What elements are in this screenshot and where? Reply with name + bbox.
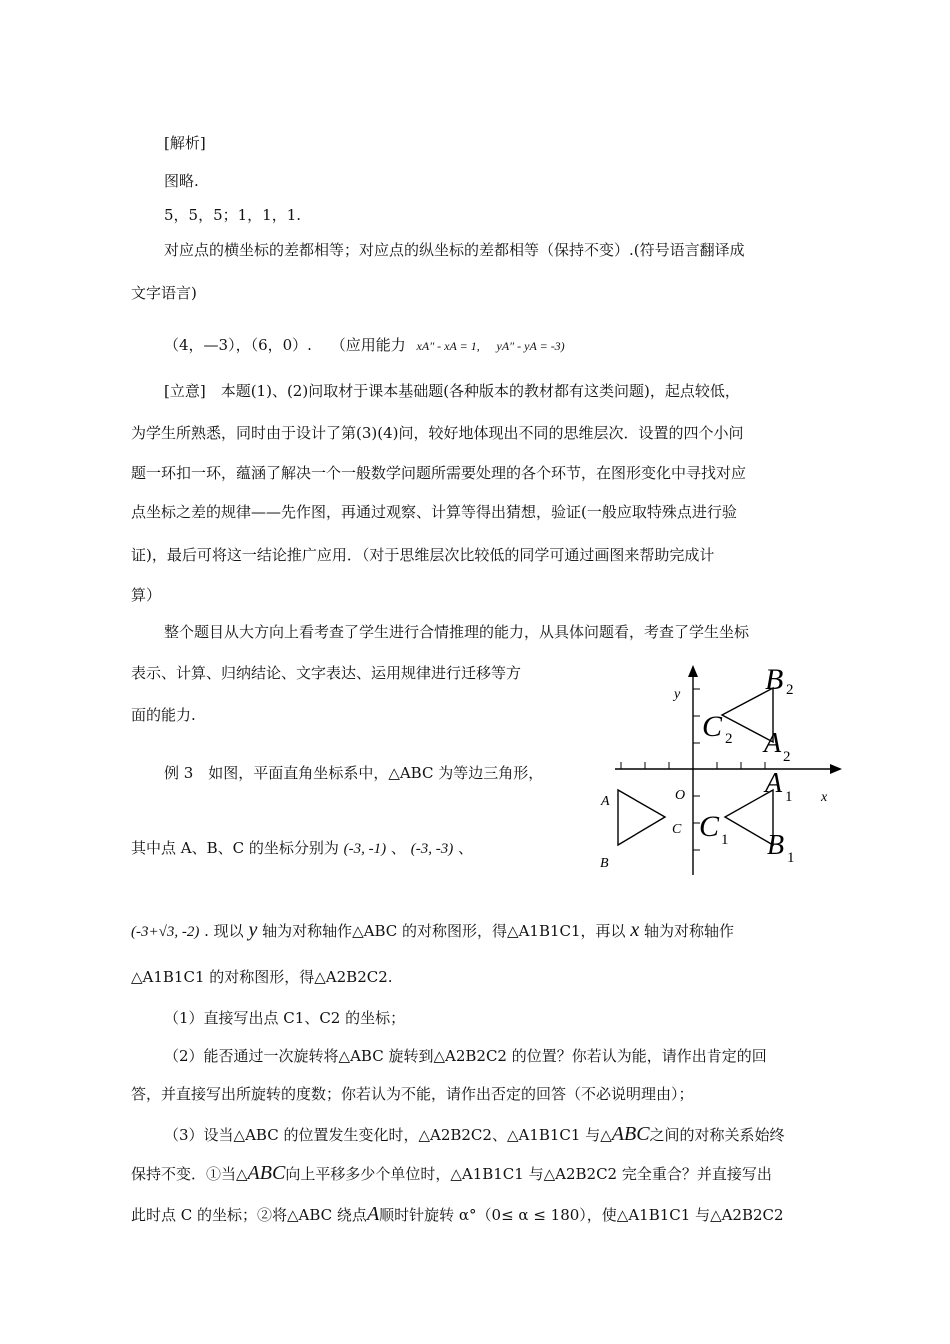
intent-line-5: 证)，最后可将这一结论推广应用．（对于思维层次比较低的同学可通过画图来帮助完成计 — [131, 546, 715, 564]
intent-line-7: 整个题目从大方向上看考查了学生进行合情推理的能力，从具体问题看，考查了学生坐标 — [164, 623, 750, 641]
intent-line-6: 算） — [131, 586, 162, 604]
coord-a: (-3, -1) — [343, 841, 387, 857]
equation-y: yA″ - yA = -3) — [496, 339, 565, 353]
label-b: B — [600, 856, 609, 871]
example-line-4: △A1B1C1 的对称图形，得△A2B2C2. — [131, 968, 393, 986]
intent-line-9: 面的能力. — [131, 706, 196, 724]
label-b1-sub: 1 — [787, 850, 795, 866]
x-axis-label: x — [821, 790, 828, 805]
label-c2: C — [702, 710, 723, 743]
intent-line-2: 为学生所熟悉，同时由于设计了第(3)(4)问，较好地体现出不同的思维层次．设置的四个小问 — [131, 424, 744, 442]
example-line-1: 例 3 如图，平面直角坐标系中，△ABC 为等边三角形， — [164, 764, 544, 782]
q3a-part-1: （3）设当△ABC 的位置发生变化时，△A2B2C2、△A1B1C1 与△ — [164, 1126, 612, 1144]
label-a2-sub: 2 — [783, 749, 791, 765]
label-a: A — [601, 794, 610, 809]
q3a-part-2: 之间的对称关系始终 — [649, 1126, 785, 1144]
analysis-line-3b: 文字语言) — [131, 284, 197, 302]
separator-2: 、 — [457, 839, 473, 857]
label-c1: C — [699, 810, 720, 843]
example-line-3 — [131, 920, 734, 942]
label-c1-sub: 1 — [721, 832, 729, 848]
intent-line-1: [立意] 本题(1)、(2)问取材于课本基础题(各种版本的教材都有这类问题)，起点较低， — [164, 382, 740, 400]
intent-line-3: 题一环扣一环，蕴涵了解决一个一般数学问题所需要处理的各个环节，在图形变化中寻找对应 — [131, 464, 747, 482]
question-3a — [164, 1124, 785, 1145]
q3c-part-1: 此时点 C 的坐标；②将△ABC 绕点 — [131, 1206, 367, 1224]
question-2b: 答，并直接写出所旋转的度数；你若认为不能，请作出否定的回答（不必说明理由）； — [131, 1085, 694, 1103]
y-axis-arrow — [688, 665, 698, 677]
label-b2-sub: 2 — [786, 682, 794, 698]
coords-intro: 其中点 A、B、C 的坐标分别为 — [131, 839, 339, 857]
coords-text: （4，—3），（6，0）. — [164, 336, 312, 354]
question-1: （1）直接写出点 C1、C2 的坐标； — [164, 1009, 406, 1027]
ability-open: （应用能力 — [330, 336, 406, 354]
label-a1-sub: 1 — [785, 789, 793, 805]
x-axis-arrow — [830, 764, 842, 774]
label-b2: B — [765, 663, 784, 696]
line3-part-b: 轴为对称轴作△ABC 的对称图形，得△A1B1C1，再以 — [262, 922, 626, 940]
y-axis-symbol: y — [248, 919, 258, 941]
equation-x: xA″ - xA = 1, — [416, 339, 480, 353]
label-b1: B — [767, 830, 785, 861]
y-axis-label: y — [674, 687, 681, 702]
analysis-line-1: 图略. — [164, 172, 199, 190]
analysis-label: [解析] — [164, 134, 206, 152]
example-line-2 — [131, 838, 473, 859]
intent-line-4: 点坐标之差的规律——先作图，再通过观察、计算等得出猜想，验证(一般应取特殊点进行验 — [131, 503, 737, 521]
line3-part-c: 轴为对称轴作 — [644, 922, 735, 940]
q3b-abc: ABC — [247, 1162, 286, 1184]
separator-1: 、 — [390, 839, 406, 857]
label-a1: A — [765, 768, 783, 799]
x-axis-symbol: x — [630, 919, 640, 941]
q3b-part-1: 保持不变．①当△ — [131, 1165, 248, 1183]
q3a-abc: ABC — [611, 1123, 650, 1145]
q3b-part-2: 向上平移多少个单位时，△A1B1C1 与△A2B2C2 完全重合？并直接写出 — [285, 1165, 772, 1183]
coordinate-figure — [590, 660, 850, 880]
label-c: C — [672, 822, 682, 837]
analysis-line-3a: 对应点的横坐标的差都相等；对应点的纵坐标的差都相等（保持不变）.(符号语言翻译成 — [164, 241, 745, 259]
question-3b — [131, 1163, 772, 1184]
coord-c: (-3+√3, -2) — [131, 924, 200, 940]
origin-label: O — [675, 788, 686, 803]
analysis-line-2: 5，5，5；1，1，1. — [164, 206, 302, 224]
coord-b: (-3, -3) — [410, 841, 454, 857]
label-a2: A — [764, 728, 782, 759]
question-2a: （2）能否通过一次旋转将△ABC 旋转到△A2B2C2 的位置？你若认为能，请作出肯定的回 — [164, 1047, 767, 1065]
label-c2-sub: 2 — [725, 731, 733, 747]
triangle-abc — [618, 790, 665, 845]
intent-line-8: 表示、计算、归纳结论、文字表达、运用规律进行迁移等方 — [131, 664, 522, 682]
question-3c — [131, 1204, 784, 1225]
q3c-point-a: A — [366, 1203, 380, 1225]
analysis-line-4 — [164, 335, 565, 356]
q3c-part-2: 顺时针旋转 α°（0≤ α ≤ 180），使△A1B1C1 与△A2B2C2 — [379, 1206, 784, 1224]
line3-part-a: . 现以 — [204, 922, 244, 940]
